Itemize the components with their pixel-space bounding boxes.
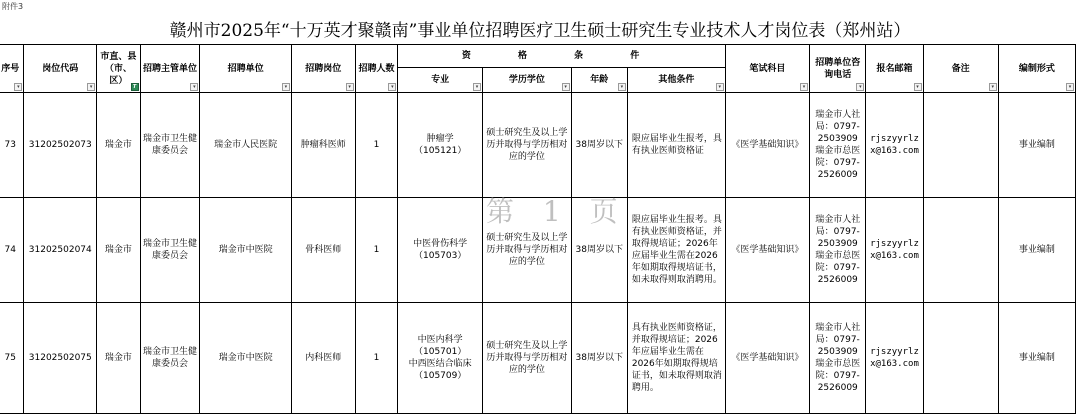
cell-exam: 《医学基础知识》 [725, 303, 809, 414]
cell-code: 31202502075 [24, 303, 97, 414]
cell-region: 瑞金市 [97, 303, 140, 414]
cell-education: 硕士研究生及以上学历并取得与学历相对应的学位 [483, 303, 572, 414]
cell-education: 硕士研究生及以上学历并取得与学历相对应的学位 [483, 93, 572, 198]
filter-active-icon[interactable]: T [131, 83, 139, 91]
cell-other: 具有执业医师资格证，并取得规培证；2026年应届毕业生需在2026年如期取得规培证书，如未取得则取消聘用。 [627, 303, 725, 414]
dropdown-arrow-icon[interactable]: ▾ [562, 83, 570, 91]
dropdown-arrow-icon[interactable]: ▾ [388, 83, 396, 91]
cell-education: 硕士研究生及以上学历并取得与学历相对应的学位 [483, 198, 572, 303]
cell-staffing: 事业编制 [998, 198, 1075, 303]
cell-staffing: 事业编制 [998, 93, 1075, 198]
page-watermark: 第 1 页 [486, 195, 628, 228]
dropdown-arrow-icon[interactable]: ▾ [282, 83, 290, 91]
cell-other: 限应届毕业生报考，具有执业医师资格证 [627, 93, 725, 198]
cell-email: rjszyyrlzx@163.com [866, 303, 923, 414]
dropdown-arrow-icon[interactable]: ▾ [87, 83, 95, 91]
cell-unit: 瑞金市中医院 [200, 198, 292, 303]
cell-code: 31202502074 [24, 198, 97, 303]
annex-label: 附件3 [2, 2, 24, 11]
cell-exam: 《医学基础知识》 [725, 198, 809, 303]
table-row [0, 93, 1076, 198]
cell-region: 瑞金市 [97, 198, 140, 303]
header-exam[interactable]: 笔试科目 ▾ [725, 45, 809, 93]
cell-major: 中医内科学 （105701） 中西医结合临床 （105709） [398, 303, 483, 414]
header-conditions-group: 资 格 条 件 [398, 45, 725, 68]
cell-phone: 瑞金市人社局：0797-2503909 瑞金市总医院：0797-2526009 [810, 303, 866, 414]
cell-post: 肿瘤科医师 [291, 93, 355, 198]
cell-age: 38周岁以下 [571, 303, 627, 414]
cell-other: 限应届毕业生报考。具有执业医师资格证，并取得规培证；2026年应届毕业生需在2026年如期取得规培证书，如未取得则取消聘用。 [627, 198, 725, 303]
cell-email: rjszyyrlzx@163.com [866, 198, 923, 303]
cell-remark [923, 198, 998, 303]
header-major[interactable]: 专业 ▾ [398, 68, 483, 93]
header-staffing[interactable]: 编制形式 ▾ [998, 45, 1075, 93]
dropdown-arrow-icon[interactable]: ▾ [14, 83, 22, 91]
dropdown-arrow-icon[interactable]: ▾ [800, 83, 808, 91]
cell-count: 1 [355, 198, 398, 303]
dropdown-arrow-icon[interactable]: ▾ [346, 83, 354, 91]
header-post[interactable]: 招聘岗位 ▾ [291, 45, 355, 93]
header-region[interactable]: 市直、县（市、区） T [97, 45, 140, 93]
dropdown-arrow-icon[interactable]: ▾ [1066, 83, 1074, 91]
header-unit[interactable]: 招聘单位 ▾ [200, 45, 292, 93]
header-seq[interactable]: 序号 ▾ [0, 45, 24, 93]
page-title: 赣州市2025年“十万英才聚赣南”事业单位招聘医疗卫生硕士研究生专业技术人才岗位表（郑州站） [169, 21, 911, 41]
cell-seq: 75 [0, 303, 24, 414]
cell-email: rjszyyrlzx@163.com [866, 93, 923, 198]
cell-authority: 瑞金市卫生健康委员会 [140, 198, 200, 303]
header-count[interactable]: 招聘人数 ▾ [355, 45, 398, 93]
cell-remark [923, 93, 998, 198]
cell-age: 38周岁以下 [571, 93, 627, 198]
table-row [0, 303, 1076, 414]
header-remark[interactable]: 备注 ▾ [923, 45, 998, 93]
cell-post: 内科医师 [291, 303, 355, 414]
cell-major: 肿瘤学 （105121） [398, 93, 483, 198]
header-email[interactable]: 报名邮箱 ▾ [866, 45, 923, 93]
cell-code: 31202502073 [24, 93, 97, 198]
dropdown-arrow-icon[interactable]: ▾ [856, 83, 864, 91]
cell-count: 1 [355, 303, 398, 414]
cell-unit: 瑞金市中医院 [200, 303, 292, 414]
cell-staffing: 事业编制 [998, 303, 1075, 414]
cell-remark [923, 303, 998, 414]
header-age[interactable]: 年龄 ▾ [571, 68, 627, 93]
dropdown-arrow-icon[interactable]: ▾ [914, 83, 922, 91]
header-education[interactable]: 学历学位 ▾ [483, 68, 572, 93]
dropdown-arrow-icon[interactable]: ▾ [989, 83, 997, 91]
cell-phone: 瑞金市人社局：0797-2503909 瑞金市总医院：0797-2526009 [810, 198, 866, 303]
cell-phone: 瑞金市人社局：0797-2503909 瑞金市总医院：0797-2526009 [810, 93, 866, 198]
cell-major: 中医骨伤科学 （105703） [398, 198, 483, 303]
cell-region: 瑞金市 [97, 93, 140, 198]
header-authority[interactable]: 招聘主管单位 ▾ [140, 45, 200, 93]
dropdown-arrow-icon[interactable]: ▾ [190, 83, 198, 91]
cell-authority: 瑞金市卫生健康委员会 [140, 303, 200, 414]
header-phone[interactable]: 招聘单位咨询电话 ▾ [810, 45, 866, 93]
cell-authority: 瑞金市卫生健康委员会 [140, 93, 200, 198]
cell-age: 38周岁以下 [571, 198, 627, 303]
header-code[interactable]: 岗位代码 ▾ [24, 45, 97, 93]
dropdown-arrow-icon[interactable]: ▾ [716, 83, 724, 91]
cell-seq: 73 [0, 93, 24, 198]
header-other[interactable]: 其他条件 ▾ [627, 68, 725, 93]
dropdown-arrow-icon[interactable]: ▾ [618, 83, 626, 91]
dropdown-arrow-icon[interactable]: ▾ [473, 83, 481, 91]
cell-count: 1 [355, 93, 398, 198]
cell-exam: 《医学基础知识》 [725, 93, 809, 198]
cell-post: 骨科医师 [291, 198, 355, 303]
cell-unit: 瑞金市人民医院 [200, 93, 292, 198]
cell-seq: 74 [0, 198, 24, 303]
